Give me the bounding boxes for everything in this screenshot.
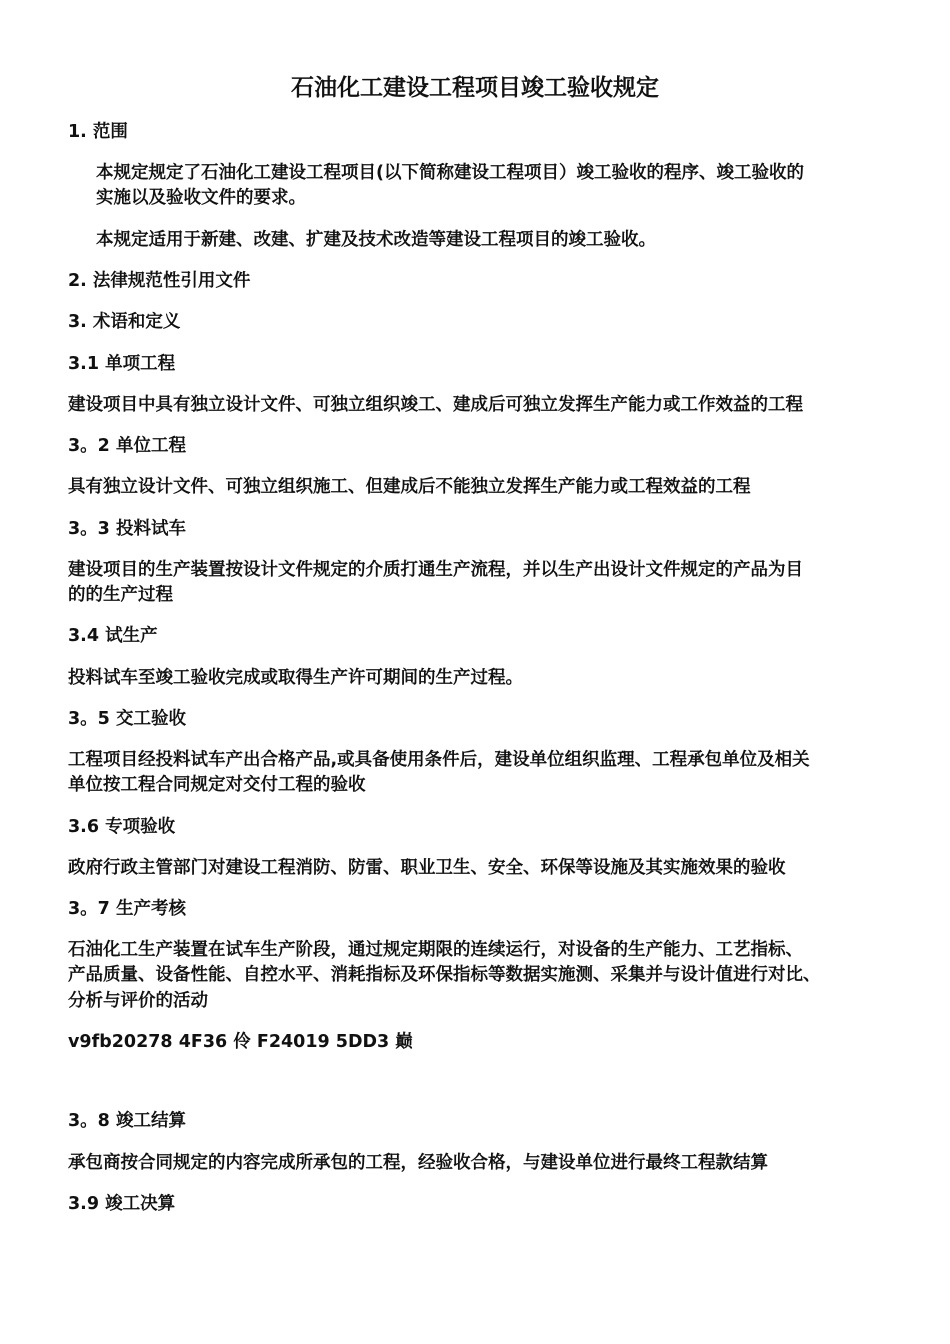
section-3-7-heading: 3。7 生产考核 bbox=[68, 899, 186, 919]
section-3-4-heading: 3.4 试生产 bbox=[68, 626, 158, 646]
section-3-4-text: 投料试车至竣工验收完成或取得生产许可期间的生产过程。 bbox=[68, 668, 523, 688]
section-3-3-text-line-2: 的的生产过程 bbox=[68, 585, 173, 605]
document-title: 石油化工建设工程项目竣工验收规定 bbox=[291, 75, 659, 101]
section-3-7-text-line-2: 产品质量、设备性能、自控水平、消耗指标及环保指标等数据实施测、采集并与设计值进行对比、 bbox=[68, 965, 821, 985]
section-3-3-heading: 3。3 投料试车 bbox=[68, 519, 186, 539]
section-3-8-heading: 3。8 竣工结算 bbox=[68, 1111, 186, 1131]
section-1-paragraph-1-line-2: 实施以及验收文件的要求。 bbox=[96, 188, 306, 208]
section-1-paragraph-2: 本规定适用于新建、改建、扩建及技术改造等建设工程项目的竣工验收。 bbox=[96, 230, 656, 250]
section-3-7-text-line-1: 石油化工生产装置在试车生产阶段，通过规定期限的连续运行，对设备的生产能力、工艺指标、 bbox=[68, 940, 803, 960]
section-3-7-text-line-3: 分析与评价的活动 bbox=[68, 991, 208, 1011]
section-3-3-text-line-1: 建设项目的生产装置按设计文件规定的介质打通生产流程，并以生产出设计文件规定的产品为目 bbox=[68, 560, 803, 580]
section-2-heading: 2. 法律规范性引用文件 bbox=[68, 271, 251, 291]
section-3-5-text-line-2: 单位按工程合同规定对交付工程的验收 bbox=[68, 775, 366, 795]
section-3-5-heading: 3。5 交工验收 bbox=[68, 709, 186, 729]
section-3-9-heading: 3.9 竣工决算 bbox=[68, 1194, 176, 1214]
section-1-heading: 1. 范围 bbox=[68, 122, 128, 142]
section-3-1-text: 建设项目中具有独立设计文件、可独立组织竣工、建成后可独立发挥生产能力或工作效益的工程 bbox=[68, 395, 803, 415]
section-3-5-text-line-1: 工程项目经投料试车产出合格产品,或具备使用条件后，建设单位组织监理、工程承包单位及相关 bbox=[68, 750, 810, 770]
section-3-6-heading: 3.6 专项验收 bbox=[68, 817, 176, 837]
section-3-heading: 3. 术语和定义 bbox=[68, 312, 181, 332]
section-3-8-text: 承包商按合同规定的内容完成所承包的工程，经验收合格，与建设单位进行最终工程款结算 bbox=[68, 1153, 768, 1173]
section-1-paragraph-1-line-1: 本规定规定了石油化工建设工程项目(以下简称建设工程项目）竣工验收的程序、竣工验收的 bbox=[96, 163, 804, 183]
section-3-1-heading: 3.1 单项工程 bbox=[68, 354, 176, 374]
code-line: v9fb20278 4F36 伶 F24019 5DD3 巅 bbox=[68, 1032, 413, 1052]
section-3-6-text: 政府行政主管部门对建设工程消防、防雷、职业卫生、安全、环保等设施及其实施效果的验收 bbox=[68, 858, 786, 878]
section-3-2-text: 具有独立设计文件、可独立组织施工、但建成后不能独立发挥生产能力或工程效益的工程 bbox=[68, 477, 751, 497]
section-3-2-heading: 3。2 单位工程 bbox=[68, 436, 186, 456]
